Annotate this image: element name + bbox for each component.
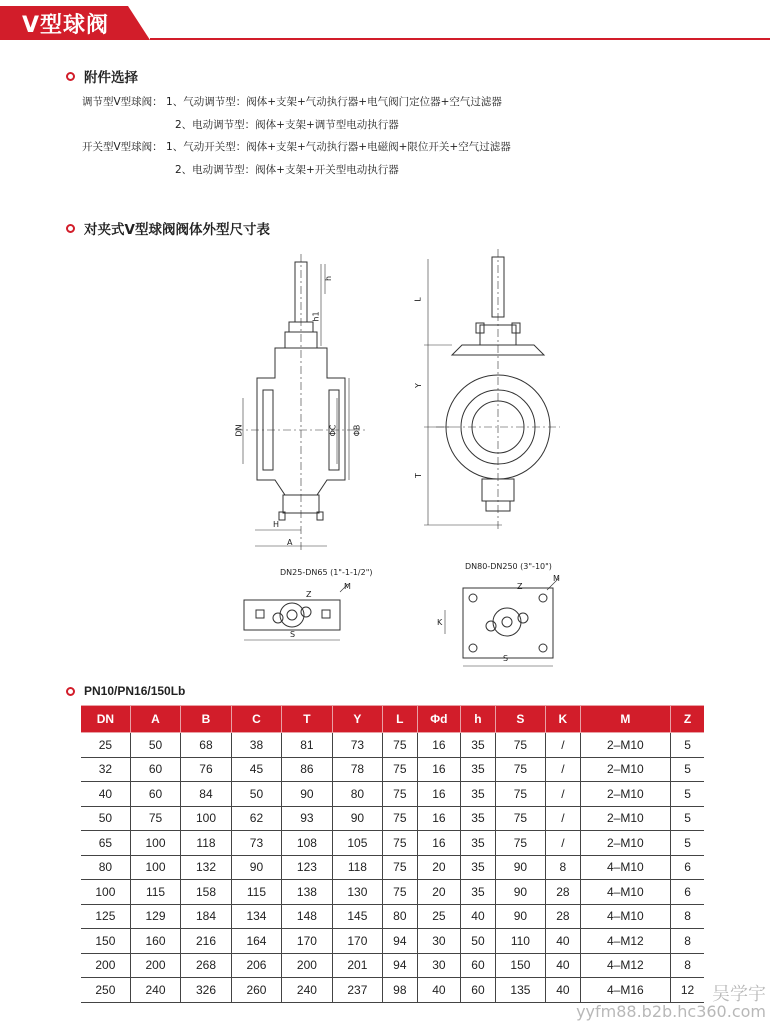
table-cell: 38 (231, 733, 281, 758)
table-row (81, 904, 704, 929)
table-cell: 35 (461, 733, 495, 758)
table-cell: 30 (417, 929, 461, 954)
dim-label-phib: ΦB (352, 424, 362, 437)
table-row (81, 806, 704, 831)
dimension-table (81, 705, 704, 1003)
table-cell: 240 (130, 978, 180, 1003)
table-cell: 50 (81, 806, 130, 831)
table-cell: 78 (332, 757, 382, 782)
dim-label-m-large: M (553, 574, 560, 583)
accessory-line: 调节型V型球阀： 1、气动调节型：阀体+支架+气动执行器+电气阀门定位器+空气过滤器 (82, 96, 502, 108)
table-row (81, 880, 704, 905)
table-cell: 200 (282, 953, 332, 978)
table-cell: 75 (495, 831, 545, 856)
table-cell: 240 (282, 978, 332, 1003)
table-cell: / (546, 733, 580, 758)
table-cell: 135 (495, 978, 545, 1003)
table-cell: 5 (671, 831, 704, 856)
table-cell: 75 (495, 733, 545, 758)
table-cell: 5 (671, 806, 704, 831)
table-header-row (81, 706, 704, 733)
dimension-heading-text: 对夹式V型球阀阀体外型尺寸表 (84, 222, 270, 238)
col-header: T (282, 706, 332, 733)
table-cell: 8 (546, 855, 580, 880)
table-cell: 268 (181, 953, 231, 978)
table-cell: 16 (417, 806, 461, 831)
table-cell: / (546, 782, 580, 807)
col-header: Y (332, 706, 382, 733)
col-header: B (181, 706, 231, 733)
table-cell: 115 (231, 880, 281, 905)
dim-label-t: T (413, 473, 423, 478)
table-cell: 5 (671, 782, 704, 807)
table-cell: 260 (231, 978, 281, 1003)
accessory-line: 2、电动调节型：阀体+支架+调节型电动执行器 (175, 119, 399, 131)
table-cell: 90 (495, 904, 545, 929)
table-cell: 200 (130, 953, 180, 978)
dim-label-k-large: K (437, 618, 443, 627)
table-cell: 206 (231, 953, 281, 978)
table-cell: 16 (417, 831, 461, 856)
table-cell: 8 (671, 904, 704, 929)
table-cell: 16 (417, 782, 461, 807)
table-cell: 35 (461, 806, 495, 831)
dim-label-a: A (287, 538, 293, 547)
table-cell: 40 (546, 978, 580, 1003)
col-header: A (130, 706, 180, 733)
table-cell: 50 (461, 929, 495, 954)
table-cell: 75 (383, 831, 417, 856)
table-cell: 80 (332, 782, 382, 807)
table-cell: 62 (231, 806, 281, 831)
table-cell: 8 (671, 953, 704, 978)
table-heading (66, 684, 185, 698)
table-cell: 32 (81, 757, 130, 782)
col-header: K (546, 706, 580, 733)
table-cell: 90 (495, 855, 545, 880)
table-cell: 75 (383, 733, 417, 758)
dimension-heading (66, 218, 270, 238)
table-row (81, 978, 704, 1003)
watermark-name: 吴学宇 (712, 984, 766, 1005)
table-cell: 129 (130, 904, 180, 929)
table-cell: 45 (231, 757, 281, 782)
accessories-heading-text: 附件选择 (84, 70, 138, 86)
table-cell: 4–M16 (580, 978, 671, 1003)
accessories-heading (66, 66, 138, 86)
table-cell: 110 (495, 929, 545, 954)
table-cell: 132 (181, 855, 231, 880)
table-cell: 2–M10 (580, 782, 671, 807)
table-cell: 40 (546, 929, 580, 954)
table-row (81, 782, 704, 807)
table-cell: 4–M10 (580, 904, 671, 929)
table-cell: 160 (130, 929, 180, 954)
table-cell: 98 (383, 978, 417, 1003)
table-cell: 81 (282, 733, 332, 758)
table-cell: 90 (231, 855, 281, 880)
dim-label-phic: ΦC (328, 424, 338, 437)
table-cell: 6 (671, 880, 704, 905)
table-cell: 90 (282, 782, 332, 807)
table-cell: 2–M10 (580, 757, 671, 782)
table-cell: 35 (461, 880, 495, 905)
banner-divider (150, 38, 770, 40)
table-cell: 20 (417, 880, 461, 905)
col-header: DN (81, 706, 130, 733)
table-cell: 5 (671, 733, 704, 758)
table-cell: 105 (332, 831, 382, 856)
table-cell: 35 (461, 831, 495, 856)
dim-label-z-large: Z (517, 582, 523, 591)
table-cell: 150 (81, 929, 130, 954)
table-cell: 75 (383, 880, 417, 905)
table-heading-text: PN10/PN16/150Lb (84, 684, 186, 698)
table-cell: 93 (282, 806, 332, 831)
table-row (81, 953, 704, 978)
table-cell: 75 (495, 806, 545, 831)
table-cell: 60 (130, 782, 180, 807)
dim-label-z-small: Z (306, 590, 312, 599)
table-cell: 164 (231, 929, 281, 954)
table-cell: 100 (181, 806, 231, 831)
dim-label-m-small: M (344, 582, 351, 591)
table-cell: 12 (671, 978, 704, 1003)
table-cell: 130 (332, 880, 382, 905)
table-cell: 184 (181, 904, 231, 929)
bullet-icon (66, 224, 75, 233)
table-cell: 73 (332, 733, 382, 758)
dim-label-s-large: S (503, 654, 509, 663)
table-cell: 6 (671, 855, 704, 880)
table-cell: 170 (282, 929, 332, 954)
table-cell: 100 (130, 831, 180, 856)
dim-label-y: Y (413, 383, 423, 388)
table-cell: 118 (181, 831, 231, 856)
bullet-icon (66, 72, 75, 81)
table-cell: 80 (383, 904, 417, 929)
table-row (81, 855, 704, 880)
table-cell: 100 (81, 880, 130, 905)
table-cell: 150 (495, 953, 545, 978)
col-header: L (383, 706, 417, 733)
large-flange-caption: DN80-DN250 (3"-10") (465, 562, 552, 571)
table-cell: 86 (282, 757, 332, 782)
table-cell: 94 (383, 929, 417, 954)
accessory-line: 开关型V型球阀： 1、气动开关型：阀体+支架+气动执行器+电磁阀+限位开关+空气过滤器 (82, 141, 511, 153)
dim-label-dn: DN (234, 424, 244, 437)
table-cell: / (546, 757, 580, 782)
table-row (81, 831, 704, 856)
dim-label-l: L (413, 297, 423, 302)
col-header: Φd (417, 706, 461, 733)
page-title: V型球阀 (22, 13, 110, 38)
table-cell: 148 (282, 904, 332, 929)
table-cell: 326 (181, 978, 231, 1003)
table-cell: 35 (461, 855, 495, 880)
table-body (81, 733, 704, 1003)
table-cell: 2–M10 (580, 831, 671, 856)
table-cell: 138 (282, 880, 332, 905)
table-cell: 40 (461, 904, 495, 929)
table-cell: 250 (81, 978, 130, 1003)
table-cell: 16 (417, 757, 461, 782)
accessory-line: 2、电动调节型：阀体+支架+开关型电动执行器 (175, 164, 399, 176)
table-cell: 25 (417, 904, 461, 929)
table-row (81, 929, 704, 954)
table-cell: 123 (282, 855, 332, 880)
table-cell: 94 (383, 953, 417, 978)
dim-label-h: h (324, 275, 334, 282)
table-cell: 4–M10 (580, 880, 671, 905)
table-cell: 73 (231, 831, 281, 856)
table-cell: 35 (461, 757, 495, 782)
table-cell: 75 (495, 757, 545, 782)
table-cell: 30 (417, 953, 461, 978)
bullet-icon (66, 687, 75, 696)
table-cell: 75 (130, 806, 180, 831)
dim-label-h1: h1 (311, 311, 321, 322)
table-cell: 35 (461, 782, 495, 807)
table-cell: 118 (332, 855, 382, 880)
table-cell: / (546, 831, 580, 856)
watermark-url: yyfm88.b2b.hc360.com (576, 1002, 766, 1021)
table-cell: 75 (495, 782, 545, 807)
valve-front-view-drawing (412, 245, 562, 535)
col-header: Z (671, 706, 704, 733)
table-cell: 40 (81, 782, 130, 807)
table-cell: 201 (332, 953, 382, 978)
table-cell: 50 (130, 733, 180, 758)
table-cell: 20 (417, 855, 461, 880)
table-cell: / (546, 806, 580, 831)
table-cell: 125 (81, 904, 130, 929)
table-cell: 75 (383, 855, 417, 880)
table-cell: 4–M10 (580, 855, 671, 880)
table-cell: 158 (181, 880, 231, 905)
table-cell: 28 (546, 904, 580, 929)
table-cell: 8 (671, 929, 704, 954)
table-cell: 90 (332, 806, 382, 831)
table-cell: 237 (332, 978, 382, 1003)
col-header: S (495, 706, 545, 733)
valve-side-view-drawing (225, 250, 375, 560)
table-cell: 75 (383, 757, 417, 782)
table-cell: 5 (671, 757, 704, 782)
table-cell: 65 (81, 831, 130, 856)
table-cell: 2–M10 (580, 733, 671, 758)
dim-label-h-width: H (273, 520, 280, 529)
table-cell: 90 (495, 880, 545, 905)
table-cell: 28 (546, 880, 580, 905)
table-cell: 50 (231, 782, 281, 807)
table-row (81, 757, 704, 782)
table-cell: 40 (546, 953, 580, 978)
table-row (81, 733, 704, 758)
table-cell: 170 (332, 929, 382, 954)
table-cell: 60 (461, 953, 495, 978)
table-cell: 108 (282, 831, 332, 856)
table-cell: 80 (81, 855, 130, 880)
table-cell: 75 (383, 806, 417, 831)
col-header: M (580, 706, 671, 733)
table-cell: 75 (383, 782, 417, 807)
table-cell: 16 (417, 733, 461, 758)
table-cell: 134 (231, 904, 281, 929)
table-cell: 60 (461, 978, 495, 1003)
table-cell: 84 (181, 782, 231, 807)
small-flange-caption: DN25-DN65 (1"-1-1/2") (280, 568, 373, 577)
table-cell: 216 (181, 929, 231, 954)
table-cell: 200 (81, 953, 130, 978)
col-header: h (461, 706, 495, 733)
table-cell: 4–M12 (580, 929, 671, 954)
table-cell: 76 (181, 757, 231, 782)
dim-label-s-small: S (290, 630, 296, 639)
table-cell: 68 (181, 733, 231, 758)
header-banner (0, 0, 770, 42)
table-cell: 2–M10 (580, 806, 671, 831)
table-cell: 145 (332, 904, 382, 929)
table-cell: 40 (417, 978, 461, 1003)
table-cell: 100 (130, 855, 180, 880)
table-cell: 115 (130, 880, 180, 905)
table-cell: 4–M12 (580, 953, 671, 978)
col-header: C (231, 706, 281, 733)
table-cell: 60 (130, 757, 180, 782)
table-cell: 25 (81, 733, 130, 758)
